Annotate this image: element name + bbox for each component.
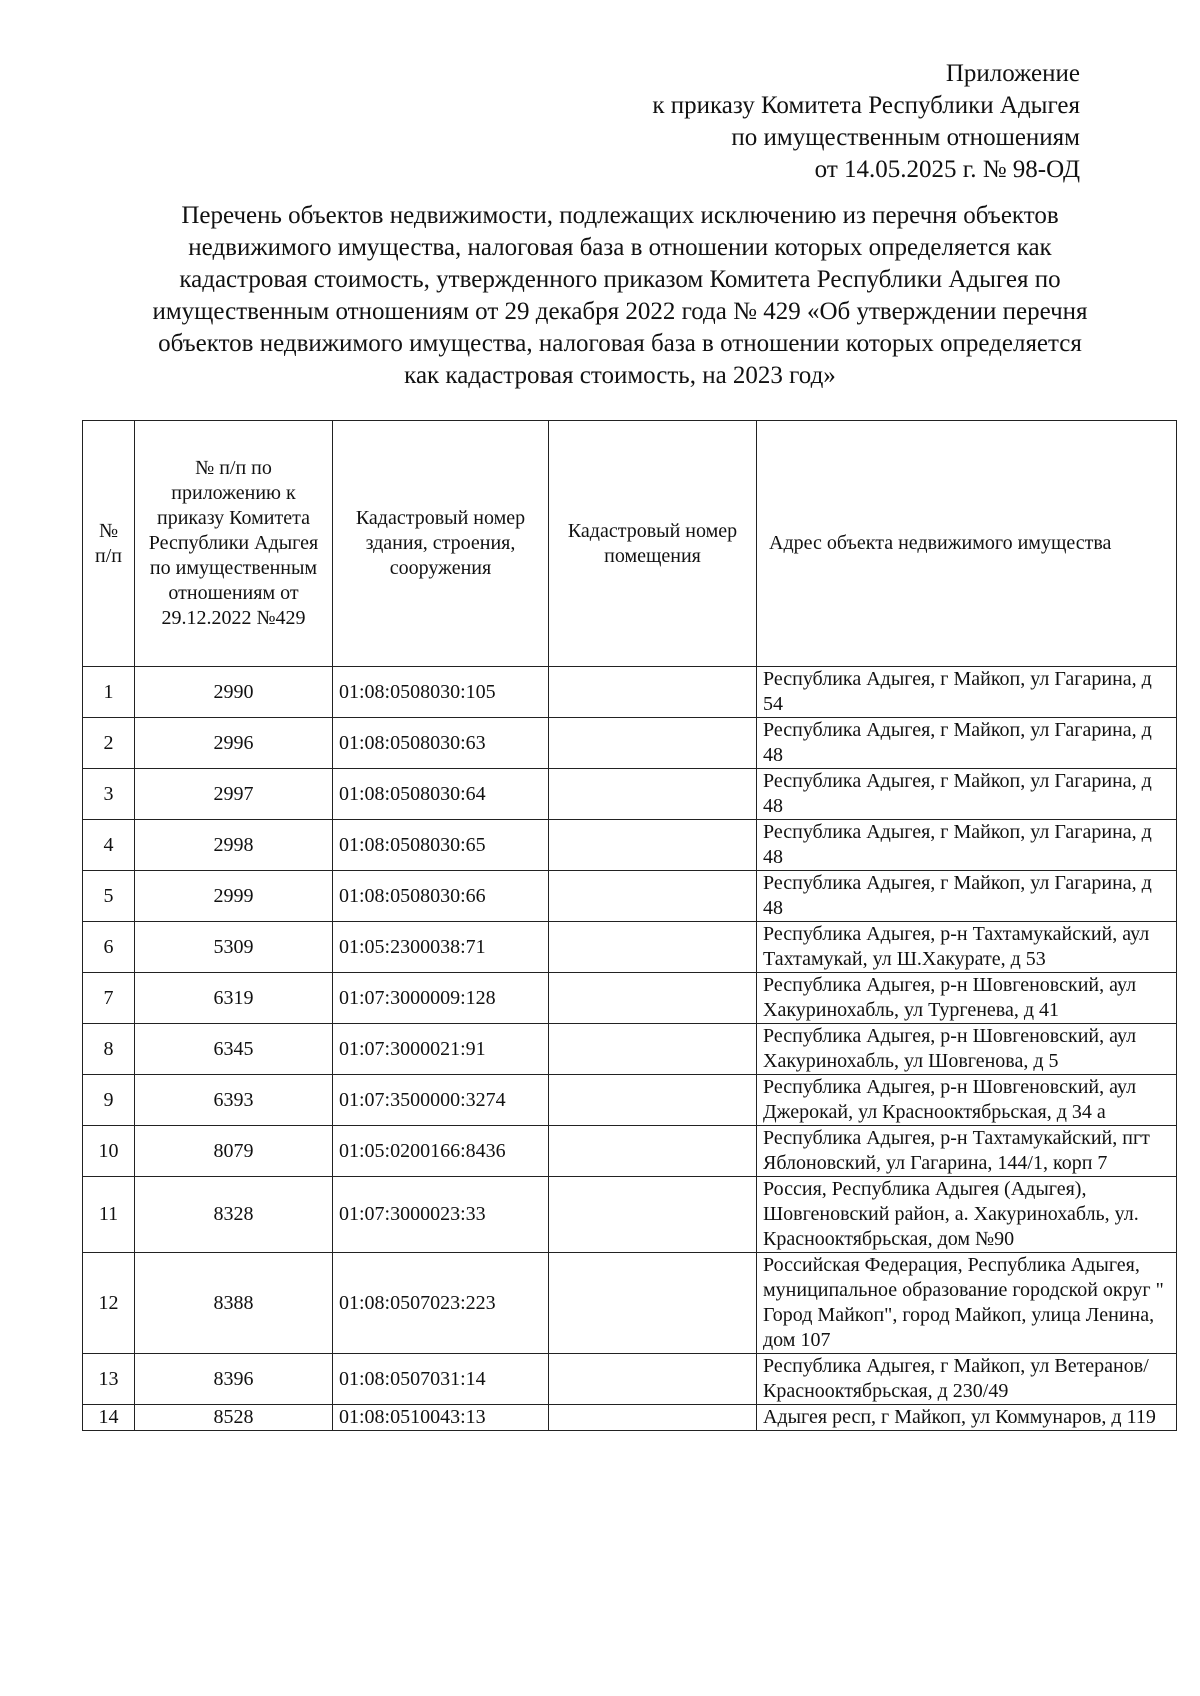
col-header-room-cadastral: Кадастровый номер помещения xyxy=(549,421,757,667)
cell-address: Республика Адыгея, г Майкоп, ул Гагарина, д 48 xyxy=(757,769,1177,820)
cell-address: Республика Адыгея, г Майкоп, ул Гагарина, д 54 xyxy=(757,667,1177,718)
cell-room-number xyxy=(549,718,757,769)
property-table xyxy=(82,420,1177,1431)
col-header-appendix-ref: № п/п по приложению к приказу Комитета Республики Адыгея по имущественным отношениям от 29.12.2022 №429 xyxy=(135,421,333,667)
table-row xyxy=(83,769,1177,820)
cell-appendix-ref: 2998 xyxy=(135,820,333,871)
title-line: имущественным отношениям от 29 декабря 2022 года № 429 «Об утверждении перечня xyxy=(152,298,1088,325)
appendix-header-line: от 14.05.2025 г. № 98-ОД xyxy=(814,156,1080,183)
cell-cadastral-number: 01:08:0507031:14 xyxy=(333,1354,549,1405)
table-row xyxy=(83,973,1177,1024)
cell-room-number xyxy=(549,922,757,973)
table-row xyxy=(83,820,1177,871)
table-row xyxy=(83,1126,1177,1177)
appendix-header xyxy=(652,58,1080,186)
table-row xyxy=(83,667,1177,718)
title-line: кадастровая стоимость, утвержденного приказом Комитета Республики Адыгея по xyxy=(179,266,1061,293)
cell-appendix-ref: 2997 xyxy=(135,769,333,820)
cell-room-number xyxy=(549,1024,757,1075)
cell-appendix-ref: 8388 xyxy=(135,1253,333,1354)
cell-appendix-ref: 6319 xyxy=(135,973,333,1024)
cell-address: Россия, Республика Адыгея (Адыгея), Шовгеновский район, а. Хакуринохабль, ул. Краснооктябрьская, дом №90 xyxy=(757,1177,1177,1253)
cell-cadastral-number: 01:07:3000021:91 xyxy=(333,1024,549,1075)
appendix-header-line: к приказу Комитета Республики Адыгея xyxy=(652,92,1080,119)
cell-address: Республика Адыгея, р-н Тахтамукайский, пгт Яблоновский, ул Гагарина, 144/1, корп 7 xyxy=(757,1126,1177,1177)
table-row xyxy=(83,922,1177,973)
cell-address: Республика Адыгея, г Майкоп, ул Гагарина, д 48 xyxy=(757,820,1177,871)
cell-number: 10 xyxy=(83,1126,135,1177)
cell-cadastral-number: 01:05:2300038:71 xyxy=(333,922,549,973)
cell-appendix-ref: 6345 xyxy=(135,1024,333,1075)
cell-room-number xyxy=(549,820,757,871)
table-row xyxy=(83,1354,1177,1405)
cell-address: Республика Адыгея, р-н Шовгеновский, аул Хакуринохабль, ул Шовгенова, д 5 xyxy=(757,1024,1177,1075)
col-header-number: № п/п xyxy=(83,421,135,667)
cell-number: 14 xyxy=(83,1405,135,1431)
cell-cadastral-number: 01:07:3000023:33 xyxy=(333,1177,549,1253)
table-row xyxy=(83,1253,1177,1354)
appendix-header-line: по имущественным отношениям xyxy=(731,124,1080,151)
cell-cadastral-number: 01:08:0508030:65 xyxy=(333,820,549,871)
cell-cadastral-number: 01:08:0508030:105 xyxy=(333,667,549,718)
title-line: недвижимого имущества, налоговая база в отношении которых определяется как xyxy=(188,234,1052,261)
document-title xyxy=(80,200,1160,392)
col-header-building-cadastral: Кадастровый номер здания, строения, сооружения xyxy=(333,421,549,667)
cell-room-number xyxy=(549,769,757,820)
table-row xyxy=(83,1024,1177,1075)
cell-appendix-ref: 2999 xyxy=(135,871,333,922)
cell-appendix-ref: 5309 xyxy=(135,922,333,973)
title-line: как кадастровая стоимость, на 2023 год» xyxy=(404,362,836,389)
cell-number: 8 xyxy=(83,1024,135,1075)
cell-number: 1 xyxy=(83,667,135,718)
table-row xyxy=(83,871,1177,922)
cell-room-number xyxy=(549,1405,757,1431)
cell-cadastral-number: 01:07:3500000:3274 xyxy=(333,1075,549,1126)
cell-number: 2 xyxy=(83,718,135,769)
cell-room-number xyxy=(549,667,757,718)
cell-cadastral-number: 01:05:0200166:8436 xyxy=(333,1126,549,1177)
cell-room-number xyxy=(549,973,757,1024)
cell-room-number xyxy=(549,1253,757,1354)
cell-appendix-ref: 8328 xyxy=(135,1177,333,1253)
cell-room-number xyxy=(549,1177,757,1253)
cell-cadastral-number: 01:08:0508030:63 xyxy=(333,718,549,769)
cell-address: Республика Адыгея, г Майкоп, ул Гагарина, д 48 xyxy=(757,718,1177,769)
cell-number: 12 xyxy=(83,1253,135,1354)
cell-cadastral-number: 01:08:0510043:13 xyxy=(333,1405,549,1431)
title-line: объектов недвижимого имущества, налоговая база в отношении которых определяется xyxy=(158,330,1082,357)
cell-address: Республика Адыгея, г Майкоп, ул Гагарина, д 48 xyxy=(757,871,1177,922)
cell-number: 7 xyxy=(83,973,135,1024)
cell-appendix-ref: 8396 xyxy=(135,1354,333,1405)
title-line: Перечень объектов недвижимости, подлежащих исключению из перечня объектов xyxy=(181,202,1059,229)
cell-number: 9 xyxy=(83,1075,135,1126)
cell-cadastral-number: 01:08:0508030:64 xyxy=(333,769,549,820)
cell-room-number xyxy=(549,1354,757,1405)
cell-room-number xyxy=(549,1126,757,1177)
cell-number: 5 xyxy=(83,871,135,922)
cell-address: Российская Федерация, Республика Адыгея, муниципальное образование городской округ " Город Майкоп", город Майкоп, улица Ленина, дом 107 xyxy=(757,1253,1177,1354)
appendix-header-line: Приложение xyxy=(945,60,1080,87)
cell-address: Республика Адыгея, р-н Шовгеновский, аул Джерокай, ул Краснооктябрьская, д 34 а xyxy=(757,1075,1177,1126)
cell-room-number xyxy=(549,1075,757,1126)
cell-address: Республика Адыгея, р-н Шовгеновский, аул Хакуринохабль, ул Тургенева, д 41 xyxy=(757,973,1177,1024)
table-row xyxy=(83,1177,1177,1253)
cell-address: Республика Адыгея, г Майкоп, ул Ветеранов/Краснооктябрьская, д 230/49 xyxy=(757,1354,1177,1405)
cell-number: 13 xyxy=(83,1354,135,1405)
cell-appendix-ref: 2990 xyxy=(135,667,333,718)
cell-number: 6 xyxy=(83,922,135,973)
cell-number: 11 xyxy=(83,1177,135,1253)
cell-number: 4 xyxy=(83,820,135,871)
cell-number: 3 xyxy=(83,769,135,820)
cell-cadastral-number: 01:08:0507023:223 xyxy=(333,1253,549,1354)
cell-appendix-ref: 2996 xyxy=(135,718,333,769)
table-row xyxy=(83,1405,1177,1431)
cell-cadastral-number: 01:07:3000009:128 xyxy=(333,973,549,1024)
table-row xyxy=(83,718,1177,769)
table-header-row xyxy=(83,421,1177,667)
cell-appendix-ref: 8079 xyxy=(135,1126,333,1177)
cell-room-number xyxy=(549,871,757,922)
cell-cadastral-number: 01:08:0508030:66 xyxy=(333,871,549,922)
cell-address: Республика Адыгея, р-н Тахтамукайский, аул Тахтамукай, ул Ш.Хакурате, д 53 xyxy=(757,922,1177,973)
table-row xyxy=(83,1075,1177,1126)
cell-appendix-ref: 8528 xyxy=(135,1405,333,1431)
col-header-address: Адрес объекта недвижимого имущества xyxy=(757,421,1177,667)
cell-address: Адыгея респ, г Майкоп, ул Коммунаров, д 119 xyxy=(757,1405,1177,1431)
cell-appendix-ref: 6393 xyxy=(135,1075,333,1126)
